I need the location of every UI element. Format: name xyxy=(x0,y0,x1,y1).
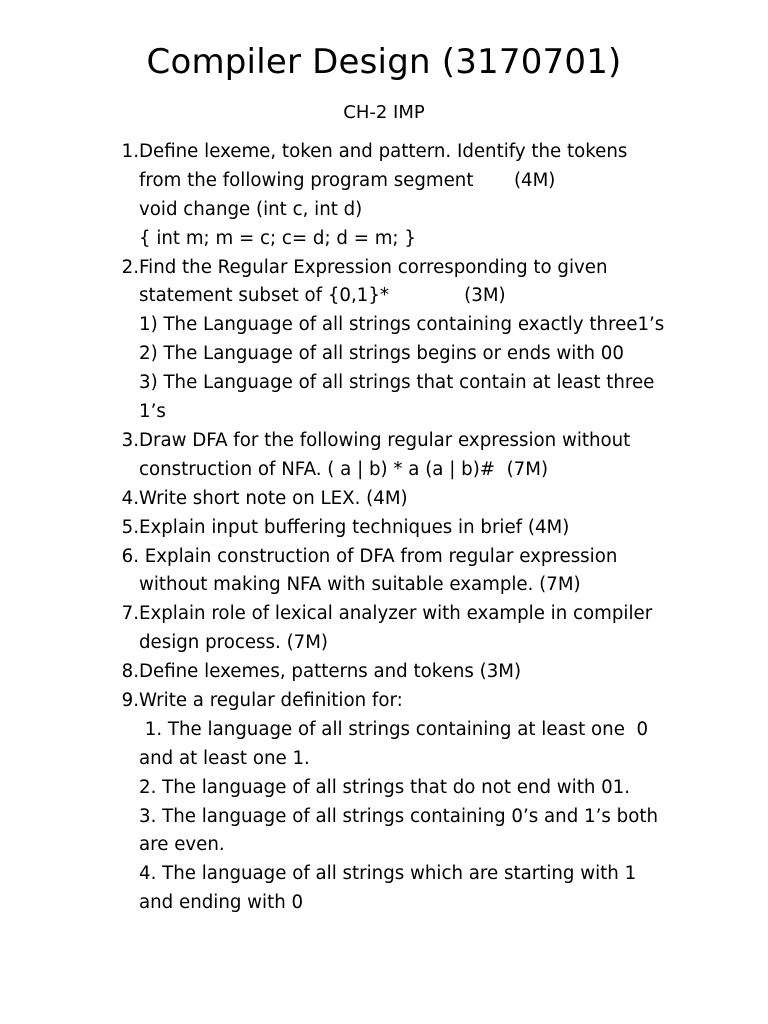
question-item xyxy=(111,600,751,658)
question-number: 5. xyxy=(121,516,139,538)
question-line: without making NFA with suitable example. (7M) xyxy=(139,574,581,596)
question-item xyxy=(111,427,751,485)
question-item xyxy=(111,687,751,918)
question-line: and ending with 0 xyxy=(139,892,304,914)
question-text xyxy=(139,658,751,687)
question-line: Draw DFA for the following regular expression without xyxy=(139,429,631,451)
question-line: Explain role of lexical analyzer with example in compiler xyxy=(139,603,653,625)
question-text xyxy=(139,254,751,427)
question-text xyxy=(139,514,751,543)
question-line: Define lexemes, patterns and tokens (3M) xyxy=(139,661,522,683)
question-line: Define lexeme, token and pattern. Identify the tokens xyxy=(139,141,628,162)
question-number: 8. xyxy=(121,661,139,683)
question-line: 2) The Language of all strings begins or ends with 00 xyxy=(139,343,624,365)
question-line: 4. The language of all strings which are starting with 1 xyxy=(139,863,637,885)
question-number: 2. xyxy=(121,256,139,278)
question-list xyxy=(111,138,751,918)
question-number: 4. xyxy=(121,487,139,509)
question-line: Find the Regular Expression corresponding to given xyxy=(139,256,608,278)
question-line: 1) The Language of all strings containing exactly three1’s xyxy=(139,314,665,336)
question-line: from the following program segment (4M) xyxy=(139,169,556,191)
question-item xyxy=(111,543,751,601)
question-line: 2. The language of all strings that do not end with 01. xyxy=(139,776,631,798)
question-number: 9. xyxy=(121,689,139,711)
question-number: 3. xyxy=(121,429,139,451)
question-number: 1. xyxy=(121,141,139,162)
question-line: 1. The language of all strings containing at least one 0 xyxy=(139,718,649,740)
question-line: Explain input buffering techniques in brief (4M) xyxy=(139,516,570,538)
question-item xyxy=(111,254,751,427)
question-item xyxy=(111,138,751,254)
question-text xyxy=(139,543,751,601)
question-number: 6. xyxy=(121,545,139,567)
question-line: 3. The language of all strings containing 0’s and 1’s both xyxy=(139,805,658,827)
question-text xyxy=(139,427,751,485)
question-line: design process. (7M) xyxy=(139,632,329,654)
document-subtitle: CH-2 IMP xyxy=(343,102,425,123)
question-text xyxy=(139,485,751,514)
question-number: 7. xyxy=(121,603,139,625)
question-line: void change (int c, int d) xyxy=(139,198,363,220)
question-line: are even. xyxy=(139,834,225,856)
question-line: Write a regular definition for: xyxy=(139,689,403,711)
question-line: and at least one 1. xyxy=(139,747,310,769)
question-item xyxy=(111,658,751,687)
document-title: Compiler Design (3170701) xyxy=(146,42,622,82)
question-line: 1’s xyxy=(139,401,166,423)
question-line: construction of NFA. ( a | b) * a (a | b)# (7M) xyxy=(139,458,549,480)
question-line: 3) The Language of all strings that contain at least three xyxy=(139,372,655,394)
question-text xyxy=(139,600,751,658)
question-line: Write short note on LEX. (4M) xyxy=(139,487,408,509)
question-text xyxy=(139,138,751,254)
question-item xyxy=(111,485,751,514)
question-line: statement subset of {0,1}* (3M) xyxy=(139,285,506,307)
question-line: { int m; m = c; c= d; d = m; } xyxy=(139,227,416,249)
question-line: Explain construction of DFA from regular expression xyxy=(139,545,618,567)
question-item xyxy=(111,514,751,543)
question-text xyxy=(139,687,751,918)
